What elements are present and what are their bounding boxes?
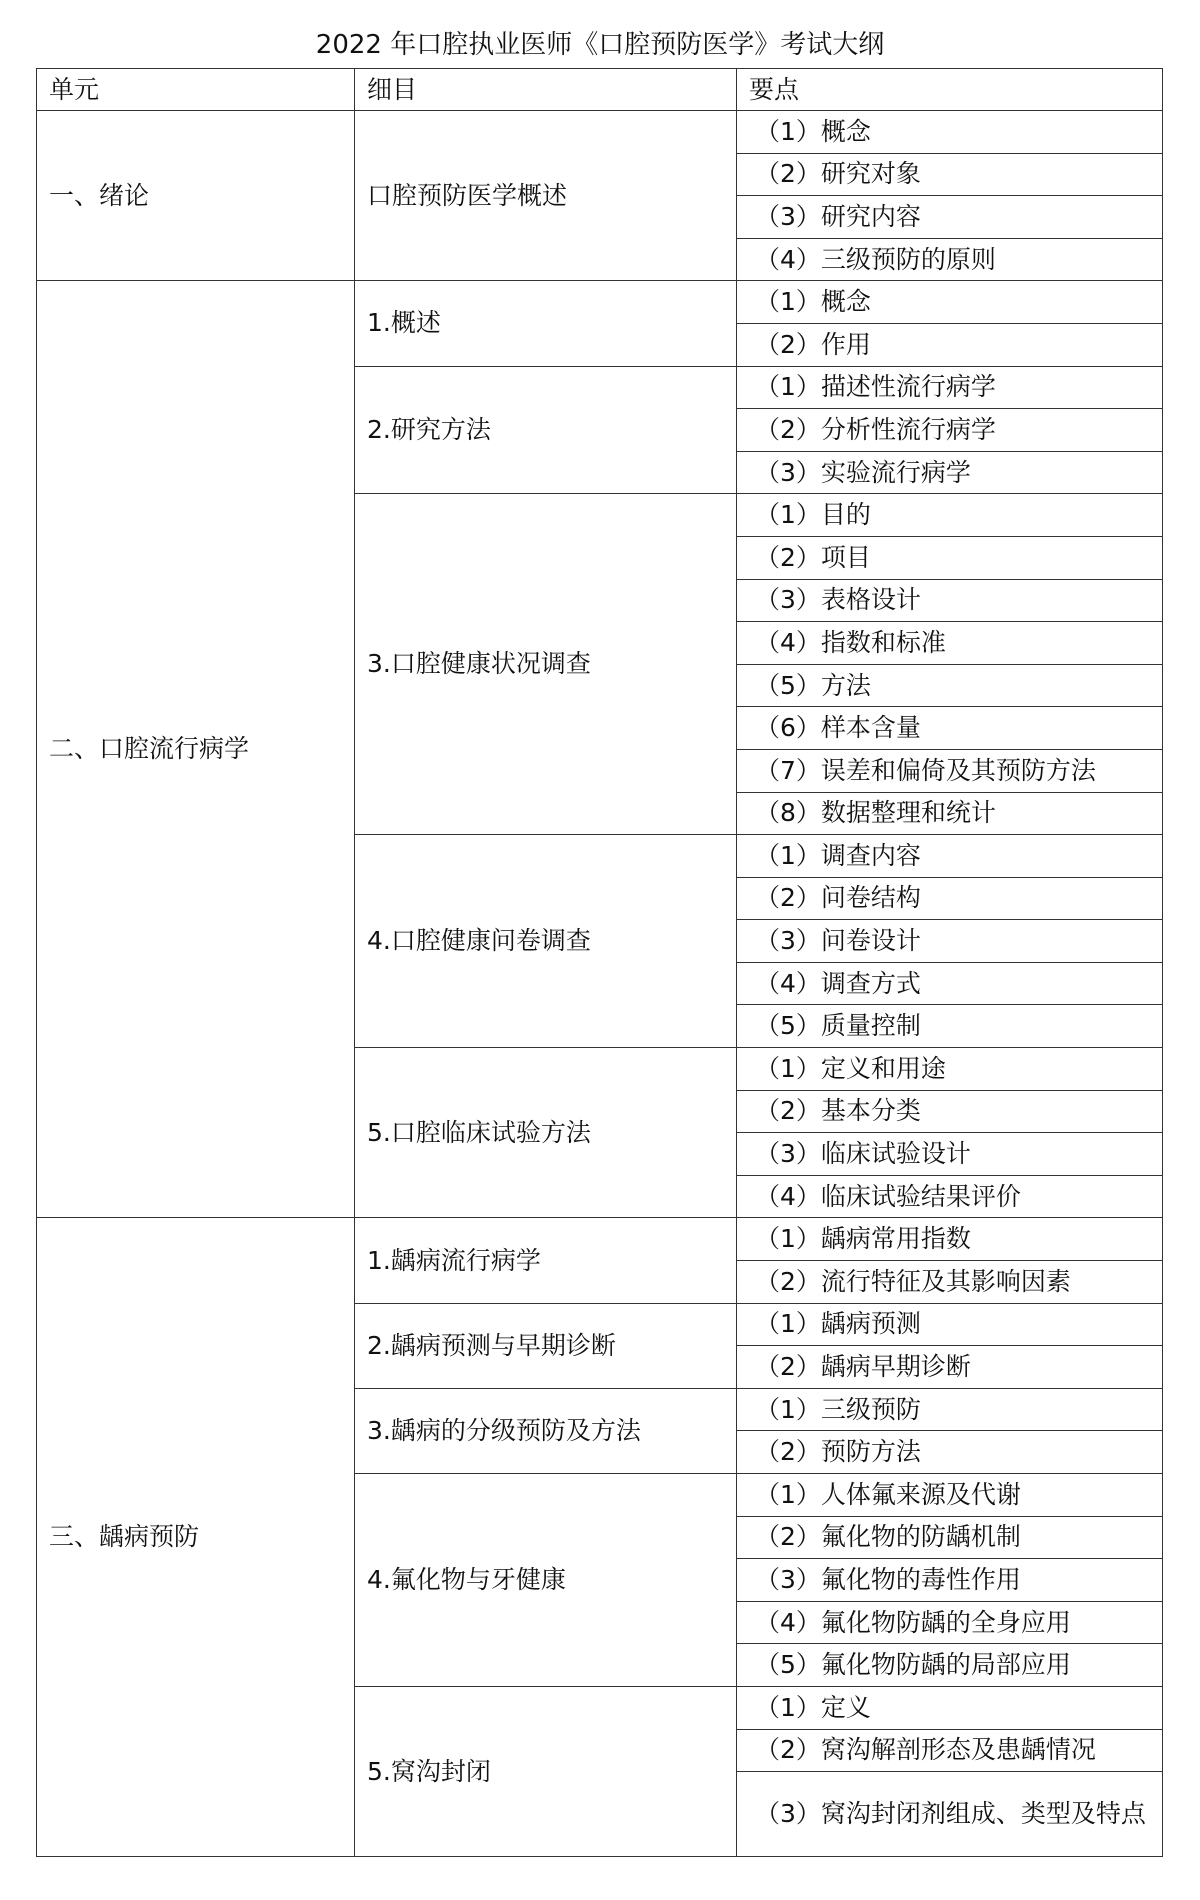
point-cell: （2）氟化物的防龋机制 xyxy=(737,1516,1163,1559)
header-row xyxy=(37,69,1163,111)
unit-cell: 二、口腔流行病学 xyxy=(37,281,355,1218)
point-cell: （2）研究对象 xyxy=(737,153,1163,196)
point-cell: （1）调查内容 xyxy=(737,835,1163,878)
detail-cell: 4.氟化物与牙健康 xyxy=(355,1474,737,1687)
point-cell: （3）临床试验设计 xyxy=(737,1133,1163,1176)
point-cell: （2）龋病早期诊断 xyxy=(737,1346,1163,1389)
detail-cell: 4.口腔健康问卷调查 xyxy=(355,835,737,1048)
table-row xyxy=(37,111,1163,154)
point-cell: （1）定义和用途 xyxy=(737,1048,1163,1091)
point-cell: （2）问卷结构 xyxy=(737,877,1163,920)
point-cell: （5）质量控制 xyxy=(737,1005,1163,1048)
detail-cell: 2.龋病预测与早期诊断 xyxy=(355,1303,737,1388)
point-cell: （2）窝沟解剖形态及患龋情况 xyxy=(737,1729,1163,1772)
point-cell: （3）问卷设计 xyxy=(737,920,1163,963)
point-cell: （8）数据整理和统计 xyxy=(737,792,1163,835)
table-row xyxy=(37,281,1163,324)
point-cell: （2）预防方法 xyxy=(737,1431,1163,1474)
point-cell: （2）流行特征及其影响因素 xyxy=(737,1261,1163,1304)
syllabus-table xyxy=(36,68,1163,1857)
point-cell: （4）指数和标准 xyxy=(737,622,1163,665)
point-cell: （1）定义 xyxy=(737,1686,1163,1729)
detail-cell: 1.龋病流行病学 xyxy=(355,1218,737,1303)
point-cell: （3）实验流行病学 xyxy=(737,451,1163,494)
point-cell: （1）描述性流行病学 xyxy=(737,366,1163,409)
detail-cell: 口腔预防医学概述 xyxy=(355,111,737,281)
detail-cell: 5.口腔临床试验方法 xyxy=(355,1048,737,1218)
point-cell: （1）三级预防 xyxy=(737,1388,1163,1431)
point-cell: （3）研究内容 xyxy=(737,196,1163,239)
point-cell: （2）作用 xyxy=(737,323,1163,366)
detail-cell: 1.概述 xyxy=(355,281,737,366)
point-cell: （3）氟化物的毒性作用 xyxy=(737,1559,1163,1602)
unit-cell: 三、龋病预防 xyxy=(37,1218,355,1857)
detail-cell: 3.龋病的分级预防及方法 xyxy=(355,1388,737,1473)
point-cell: （5）氟化物防龋的局部应用 xyxy=(737,1644,1163,1687)
point-cell: （7）误差和偏倚及其预防方法 xyxy=(737,749,1163,792)
detail-cell: 2.研究方法 xyxy=(355,366,737,494)
point-cell: （4）氟化物防龋的全身应用 xyxy=(737,1601,1163,1644)
point-cell: （1）龋病常用指数 xyxy=(737,1218,1163,1261)
point-cell: （6）样本含量 xyxy=(737,707,1163,750)
point-cell: （5）方法 xyxy=(737,664,1163,707)
point-cell: （1）概念 xyxy=(737,111,1163,154)
table-row xyxy=(37,1218,1163,1261)
header-unit: 单元 xyxy=(37,69,355,111)
page-title: 2022 年口腔执业医师《口腔预防医学》考试大纲 xyxy=(315,30,885,60)
point-cell: （4）临床试验结果评价 xyxy=(737,1175,1163,1218)
syllabus-body xyxy=(37,111,1163,1857)
point-cell: （1）概念 xyxy=(737,281,1163,324)
detail-cell: 5.窝沟封闭 xyxy=(355,1686,737,1856)
point-cell: （1）龋病预测 xyxy=(737,1303,1163,1346)
point-cell: （3）窝沟封闭剂组成、类型及特点 xyxy=(737,1772,1163,1857)
point-cell: （1）目的 xyxy=(737,494,1163,537)
point-cell: （4）三级预防的原则 xyxy=(737,238,1163,281)
header-points: 要点 xyxy=(737,69,1163,111)
unit-cell: 一、绪论 xyxy=(37,111,355,281)
point-cell: （1）人体氟来源及代谢 xyxy=(737,1474,1163,1517)
point-cell: （2）基本分类 xyxy=(737,1090,1163,1133)
header-detail: 细目 xyxy=(355,69,737,111)
point-cell: （4）调查方式 xyxy=(737,962,1163,1005)
detail-cell: 3.口腔健康状况调查 xyxy=(355,494,737,835)
point-cell: （2）分析性流行病学 xyxy=(737,409,1163,452)
point-cell: （2）项目 xyxy=(737,536,1163,579)
point-cell: （3）表格设计 xyxy=(737,579,1163,622)
